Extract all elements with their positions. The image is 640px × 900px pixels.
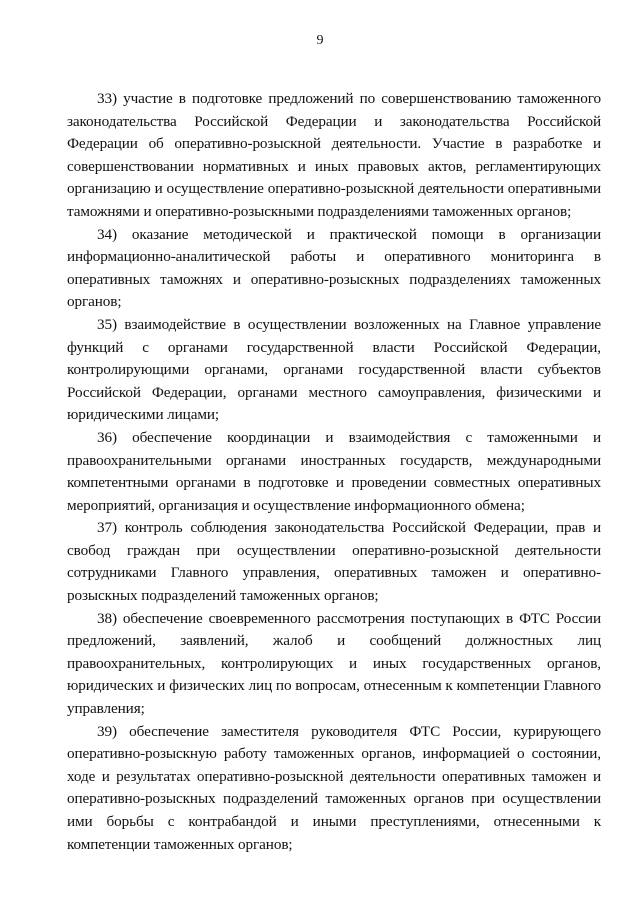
paragraph-item-37: 37) контроль соблюдения законодательства Российской Федерации, прав и свобод граждан при осуществлении оперативно-розыскной деятельности сотрудниками Главного управления, оперативных таможен и оперативно-розыскных подразделений таможенных органов;	[67, 519, 601, 605]
paragraph-item-39: 39) обеспечение заместителя руководителя ФТС России, курирующего оперативно-розыскную работу таможенных органов, информацией о состоянии, ходе и результатах оперативно-розыскной деятельности оперативных таможен и оперативно-розыскных подразделений таможенных органов при осуществлении ими борьбы с контрабандой и иными преступлениями, отнесенными к компетенции таможенных органов;	[67, 722, 601, 853]
paragraph-item-36: 36) обеспечение координации и взаимодействия с таможенными и правоохранительными органами иностранных государств, международными компетентными органами в подготовке и проведении совместных оперативных мероприятий, организация и осуществление информационного обмена;	[67, 428, 601, 514]
paragraph-item-33: 33) участие в подготовке предложений по совершенствованию таможенного законодательства Российской Федерации и законодательства Российской Федерации об оперативно-розыскной деятельности. Участие в разработке и совершенствовании нормативных и иных правовых актов, регламентирующих организацию и осуществление оперативно-розыскной деятельности оперативными таможнями и оперативно-розыскными подразделениями таможенных органов;	[67, 90, 601, 220]
document-body	[67, 88, 601, 856]
paragraph-item-35: 35) взаимодействие в осуществлении возложенных на Главное управление функций с органами государственной власти Российской Федерации, контролирующими органами, органами государственной власти субъектов Российской Федерации, органами местного самоуправления, физическими и юридическими лицами;	[67, 315, 601, 424]
page-number: 9	[316, 33, 324, 48]
paragraph-item-34: 34) оказание методической и практической помощи в организации информационно-аналитической работы и оперативного мониторинга в оперативных таможнях и оперативно-розыскных подразделениях таможенных органов;	[67, 225, 601, 311]
paragraph-item-38: 38) обеспечение своевременного рассмотрения поступающих в ФТС России предложений, заявлений, жалоб и сообщений должностных лиц правоохранительных, контролирующих и иных государственных органов, юридических и физических лиц по вопросам, отнесенным к компетенции Главного управления;	[67, 609, 601, 718]
